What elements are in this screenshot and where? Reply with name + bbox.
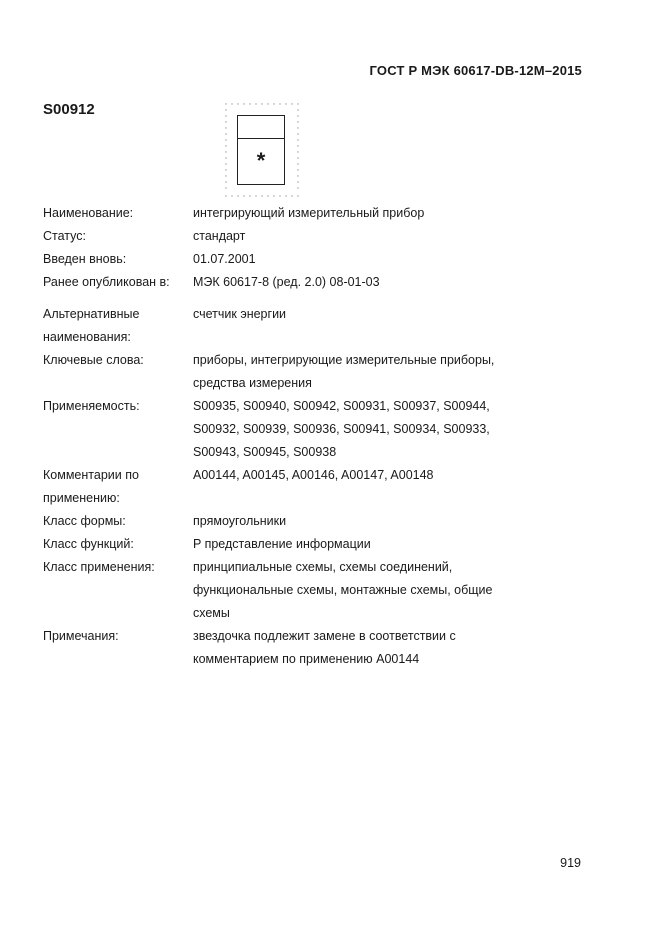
grid-dot	[285, 103, 286, 104]
grid-dot	[231, 103, 232, 104]
grid-dot	[297, 163, 298, 164]
grid-dot	[279, 195, 280, 196]
grid-dot	[237, 195, 238, 196]
field-row-shape-class	[43, 510, 603, 533]
grid-dot	[297, 133, 298, 134]
field-row-published	[43, 271, 603, 294]
grid-dot	[273, 195, 274, 196]
field-value	[193, 248, 603, 271]
field-label: Примечания:	[43, 629, 119, 643]
grid-dot	[273, 103, 274, 104]
field-value	[193, 464, 603, 510]
grid-dot	[225, 121, 226, 122]
grid-dot	[225, 133, 226, 134]
grid-dot	[225, 163, 226, 164]
field-row-introduced	[43, 248, 603, 271]
grid-dot	[297, 103, 298, 104]
grid-dot	[297, 109, 298, 110]
grid-dot	[297, 175, 298, 176]
grid-dot	[297, 121, 298, 122]
symbol-divider	[238, 138, 284, 139]
grid-dot	[225, 187, 226, 188]
grid-dot	[231, 195, 232, 196]
field-value	[193, 533, 603, 556]
field-value-line: МЭК 60617-8 (ред. 2.0) 08-01-03	[193, 275, 380, 289]
grid-dot	[297, 195, 298, 196]
grid-dot	[255, 195, 256, 196]
field-value	[193, 395, 603, 464]
grid-dot	[255, 103, 256, 104]
field-value	[193, 225, 603, 248]
grid-dot	[225, 115, 226, 116]
field-value-line: средства измерения	[193, 376, 312, 390]
grid-dot	[297, 127, 298, 128]
grid-dot	[225, 195, 226, 196]
field-value	[193, 625, 603, 671]
grid-dot	[261, 195, 262, 196]
field-list	[43, 202, 603, 671]
symbol-graphic	[225, 103, 299, 198]
field-label: Класс применения:	[43, 560, 155, 574]
grid-dot	[225, 175, 226, 176]
field-value	[193, 510, 603, 533]
field-label: Ранее опубликован в:	[43, 275, 170, 289]
asterisk-placeholder: *	[256, 148, 266, 173]
grid-dot	[279, 103, 280, 104]
grid-dot	[297, 187, 298, 188]
field-label: Класс формы:	[43, 514, 126, 528]
grid-dot	[225, 139, 226, 140]
grid-dot	[243, 195, 244, 196]
field-value	[193, 349, 603, 395]
field-row-alt-names	[43, 303, 603, 349]
field-value-line: S00932, S00939, S00936, S00941, S00934, S00933,	[193, 422, 490, 436]
grid-dot	[297, 139, 298, 140]
field-value-line: приборы, интегрирующие измерительные приборы,	[193, 353, 495, 367]
field-value-line: S00935, S00940, S00942, S00931, S00937, S00944,	[193, 399, 490, 413]
grid-dot	[249, 195, 250, 196]
field-row-keywords	[43, 349, 603, 395]
field-row-applicability	[43, 395, 603, 464]
field-label: Наименование:	[43, 206, 134, 220]
grid-dot	[225, 157, 226, 158]
grid-dot	[291, 103, 292, 104]
grid-dot	[297, 115, 298, 116]
grid-dot	[225, 103, 226, 104]
field-value-line: A00144, A00145, A00146, A00147, A00148	[193, 468, 434, 482]
field-value-line: комментарием по применению A00144	[193, 652, 420, 666]
grid-dot	[297, 145, 298, 146]
field-value-line: функциональные схемы, монтажные схемы, общие	[193, 583, 493, 597]
grid-dot	[225, 151, 226, 152]
field-row-name	[43, 202, 603, 225]
grid-dot	[297, 151, 298, 152]
grid-dot	[267, 103, 268, 104]
grid-dot	[237, 103, 238, 104]
page-number: 919	[560, 856, 581, 870]
field-label: Введен вновь:	[43, 252, 127, 266]
grid-dot	[297, 181, 298, 182]
field-value-line: стандарт	[193, 229, 246, 243]
field-value-line: интегрирующий измерительный прибор	[193, 206, 425, 220]
grid-dot	[297, 169, 298, 170]
grid-dot	[225, 109, 226, 110]
field-value-line: принципиальные схемы, схемы соединений,	[193, 560, 453, 574]
field-value-line: P представление информации	[193, 537, 371, 551]
document-header: ГОСТ Р МЭК 60617-DB-12M–2015	[369, 63, 582, 78]
field-row-application-notes	[43, 464, 603, 510]
grid-dot	[297, 157, 298, 158]
field-label: Статус:	[43, 229, 86, 243]
field-value-line: схемы	[193, 606, 230, 620]
grid-dot	[243, 103, 244, 104]
field-label: Применяемость:	[43, 399, 140, 413]
field-label	[43, 303, 193, 349]
grid-dot	[225, 127, 226, 128]
field-value-line: прямоугольники	[193, 514, 287, 528]
field-label: Класс функций:	[43, 537, 134, 551]
field-label	[43, 464, 193, 510]
rectangle-symbol	[237, 115, 285, 185]
field-value	[193, 303, 603, 349]
field-label: Ключевые слова:	[43, 353, 144, 367]
field-row-status	[43, 225, 603, 248]
field-value-line: звездочка подлежит замене в соответствии с	[193, 629, 456, 643]
field-value	[193, 556, 603, 625]
field-value-line: S00943, S00945, S00938	[193, 445, 337, 459]
grid-dot	[225, 169, 226, 170]
grid-dot	[291, 195, 292, 196]
field-row-function-class	[43, 533, 603, 556]
field-label-line: Альтернативные	[43, 307, 140, 321]
field-row-application-class	[43, 556, 603, 625]
field-row-remarks	[43, 625, 603, 671]
grid-dot	[285, 195, 286, 196]
grid-dot	[249, 103, 250, 104]
field-value	[193, 202, 603, 225]
field-value-line: счетчик энергии	[193, 307, 287, 321]
grid-dot	[225, 181, 226, 182]
field-label-line: Комментарии по	[43, 468, 139, 482]
field-label-line: наименования:	[43, 330, 131, 344]
field-value-line: 01.07.2001	[193, 252, 256, 266]
grid-dot	[267, 195, 268, 196]
grid-dot	[225, 145, 226, 146]
field-label-line: применению:	[43, 491, 120, 505]
symbol-code: S00912	[43, 101, 95, 118]
grid-dot	[261, 103, 262, 104]
field-value	[193, 271, 603, 294]
